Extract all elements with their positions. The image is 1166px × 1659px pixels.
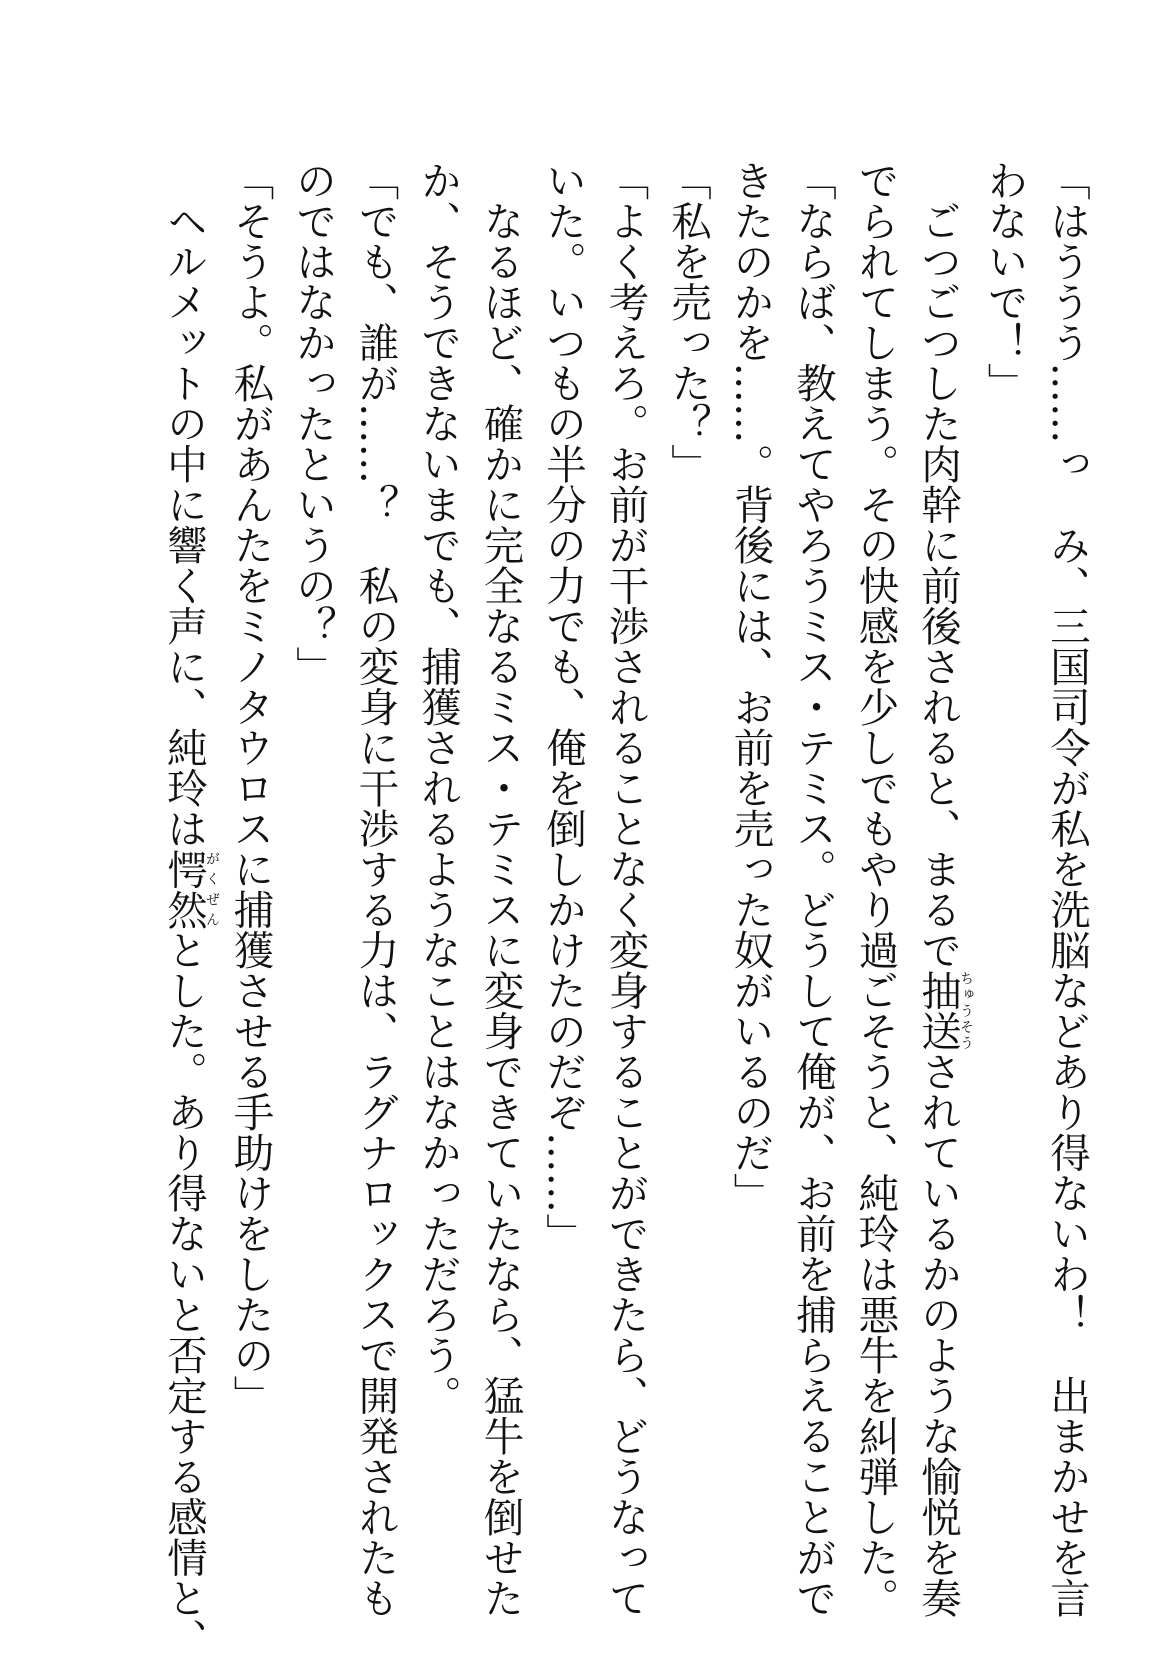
text-line: いた。いつもの半分の力でも、俺を倒しかけたのだぞ……」: [539, 160, 587, 1254]
ruby-gakuzen: [160, 848, 220, 930]
ruby-reading: がくぜん: [204, 848, 220, 930]
ruby-base: 愕然: [160, 848, 208, 930]
ruby-base: 抽送: [914, 970, 962, 1051]
text-segment: ヘルメットの中に響く声に、純玲は: [160, 160, 208, 849]
text-line: 「私を売った？」: [664, 160, 712, 484]
ruby-reading: ちゅうそう: [958, 970, 974, 1051]
text-line: 「よく考えろ。お前が干渉されることなく変身することができたら、どうなって: [601, 160, 650, 1618]
text-segment: されているかのような愉悦を奏: [914, 1051, 962, 1618]
text-line: のではなかったというの？」: [289, 160, 337, 687]
text-line: 「はううう……っ み、三国司令が私を洗脳などあり得ないわ！ 出まかせを言: [1043, 160, 1091, 1618]
text-line: [153, 160, 220, 1659]
text-line: わないで！」: [980, 160, 1029, 403]
text-line: 「ならば、教えてやろうミス・テミス。どうして俺が、お前を捕らえることがで: [789, 160, 837, 1618]
text-line: なるほど、確かに完全なるミス・テミスに変身できていたなら、猛牛を倒せた: [476, 160, 525, 1618]
text-line: 「でも、誰が……？ 私の変身に干渉する力は、ラグナロックスで開発されたも: [351, 160, 400, 1618]
ruby-chuso: [914, 970, 974, 1051]
text-line: か、そうできないまでも、捕獲されるようなことはなかっただろう。: [414, 160, 462, 1416]
text-line: 「そうよ。私があんたをミノタウロスに捕獲させる手助けをしたの」: [226, 160, 275, 1416]
vertical-text-body: [153, 160, 1099, 1659]
text-line: [907, 160, 974, 1618]
text-segment: とした。あり得ないと否定する感情と、: [160, 929, 208, 1659]
text-line: きたのかを……。背後には、お前を売った奴がいるのだ」: [726, 160, 775, 1213]
text-line: でられてしまう。その快感を少しでもやり過ごそうと、純玲は悪牛を糾弾した。: [851, 160, 900, 1618]
text-segment: ごつごつした肉幹に前後されると、まるで: [914, 160, 962, 970]
